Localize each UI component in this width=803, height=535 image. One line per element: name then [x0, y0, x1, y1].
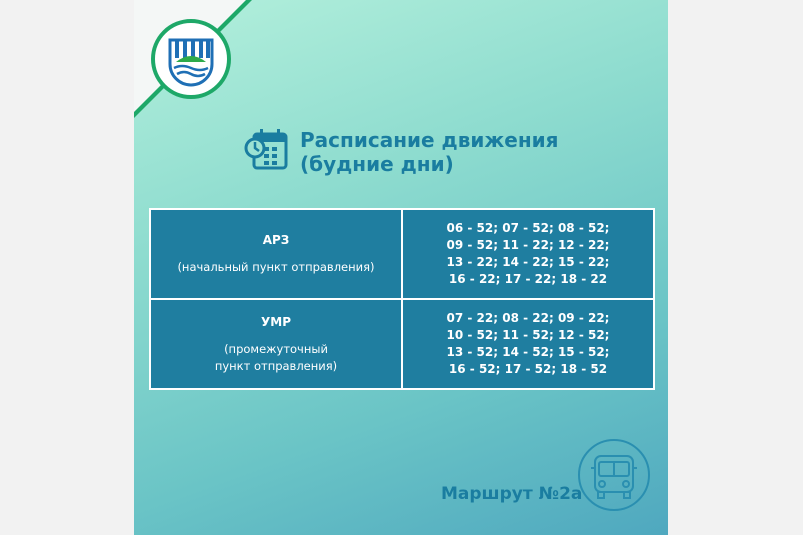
table-row	[151, 298, 653, 388]
stop-cell	[151, 210, 403, 298]
time-line: 07 - 22; 08 - 22; 09 - 22;	[446, 311, 610, 325]
schedule-table	[149, 208, 655, 390]
subtitle-line: (будние дни)	[300, 152, 454, 176]
schedule-header	[244, 128, 560, 176]
schedule-card	[134, 0, 668, 535]
times-cell	[403, 300, 653, 388]
title-line: Расписание движения	[300, 128, 559, 152]
table-row	[151, 210, 653, 298]
time-line: 09 - 52; 11 - 22; 12 - 22;	[446, 238, 610, 252]
time-line: 16 - 22; 17 - 22; 18 - 22	[448, 272, 608, 286]
stop-note: пункт отправления)	[214, 358, 338, 373]
stop-note: (промежуточный	[224, 341, 328, 356]
time-line: 06 - 52; 07 - 52; 08 - 52;	[446, 221, 610, 235]
stop-note: (начальный пункт отправления)	[177, 260, 375, 274]
calendar-clock-icon	[244, 128, 288, 174]
time-line: 10 - 52; 11 - 52; 12 - 52;	[446, 328, 610, 342]
city-emblem-icon	[150, 18, 232, 100]
time-line: 13 - 22; 14 - 22; 15 - 22;	[446, 255, 610, 269]
bus-icon	[577, 438, 651, 512]
stop-cell	[151, 300, 403, 388]
stop-name: УМР	[261, 314, 291, 329]
route-label: Маршрут №2а	[441, 484, 583, 504]
schedule-title	[300, 128, 560, 176]
time-line: 13 - 52; 14 - 52; 15 - 52;	[446, 345, 610, 359]
times-cell	[403, 210, 653, 298]
stop-name: АРЗ	[262, 233, 290, 247]
time-line: 16 - 52; 17 - 52; 18 - 52	[448, 362, 608, 376]
